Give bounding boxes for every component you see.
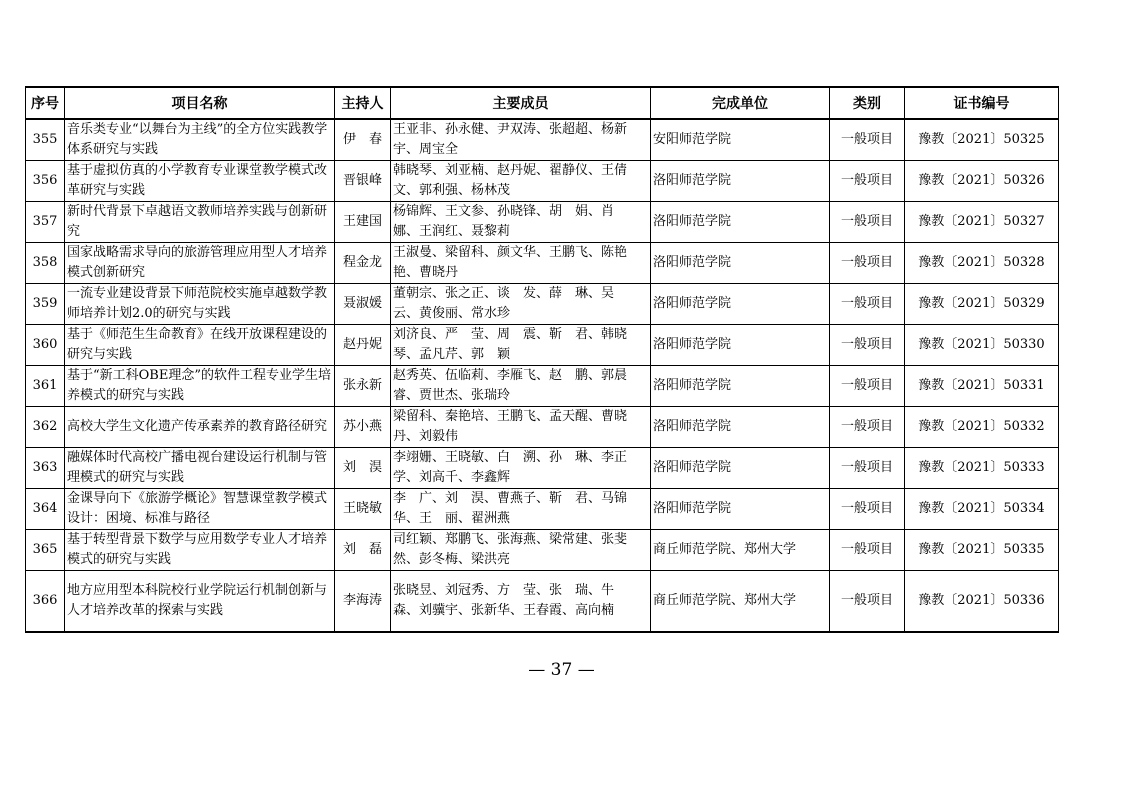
cell-host: 程金龙 bbox=[335, 243, 391, 284]
cell-members: 杨锦辉、王文参、孙晓锋、胡 娟、肖 娜、王润红、聂黎莉 bbox=[391, 202, 651, 243]
table-row bbox=[26, 119, 1059, 161]
table-row bbox=[26, 325, 1059, 366]
cell-category: 一般项目 bbox=[830, 407, 905, 448]
cell-seq: 364 bbox=[26, 489, 65, 530]
cell-category: 一般项目 bbox=[830, 448, 905, 489]
header-row bbox=[26, 87, 1059, 119]
cell-category: 一般项目 bbox=[830, 202, 905, 243]
cell-members: 梁留科、秦艳培、王鹏飞、孟天醒、曹晓丹、刘毅伟 bbox=[391, 407, 651, 448]
projects-table bbox=[25, 86, 1059, 633]
cell-host: 刘 淏 bbox=[335, 448, 391, 489]
cell-project-name: 基于虚拟仿真的小学教育专业课堂教学模式改革研究与实践 bbox=[65, 161, 335, 202]
cell-category: 一般项目 bbox=[830, 119, 905, 161]
cell-category: 一般项目 bbox=[830, 243, 905, 284]
cell-project-name: 基于“新工科OBE理念”的软件工程专业学生培养模式的研究与实践 bbox=[65, 366, 335, 407]
table-row bbox=[26, 530, 1059, 571]
cell-unit: 洛阳师范学院 bbox=[651, 284, 830, 325]
cell-unit: 洛阳师范学院 bbox=[651, 202, 830, 243]
cell-host: 晋银峰 bbox=[335, 161, 391, 202]
cell-certificate: 豫教〔2021〕50326 bbox=[905, 161, 1059, 202]
cell-unit: 安阳师范学院 bbox=[651, 119, 830, 161]
cell-host: 张永新 bbox=[335, 366, 391, 407]
table-row bbox=[26, 202, 1059, 243]
cell-project-name: 一流专业建设背景下师范院校实施卓越数学教师培养计划2.0的研究与实践 bbox=[65, 284, 335, 325]
cell-members: 司红颖、郑鹏飞、张海燕、梁常建、张斐然、彭冬梅、梁洪亮 bbox=[391, 530, 651, 571]
cell-seq: 356 bbox=[26, 161, 65, 202]
cell-host: 赵丹妮 bbox=[335, 325, 391, 366]
header-unit: 完成单位 bbox=[651, 87, 830, 119]
cell-certificate: 豫教〔2021〕50327 bbox=[905, 202, 1059, 243]
cell-project-name: 基于转型背景下数学与应用数学专业人才培养模式的研究与实践 bbox=[65, 530, 335, 571]
cell-project-name: 基于《师范生生命教育》在线开放课程建设的研究与实践 bbox=[65, 325, 335, 366]
cell-category: 一般项目 bbox=[830, 489, 905, 530]
cell-members: 王淑曼、梁留科、颜文华、王鹏飞、陈艳艳、曹晓丹 bbox=[391, 243, 651, 284]
cell-unit: 洛阳师范学院 bbox=[651, 243, 830, 284]
header-seq: 序号 bbox=[26, 87, 65, 119]
cell-unit: 商丘师范学院、郑州大学 bbox=[651, 571, 830, 633]
cell-certificate: 豫教〔2021〕50336 bbox=[905, 571, 1059, 633]
cell-host: 伊 春 bbox=[335, 119, 391, 161]
cell-certificate: 豫教〔2021〕50329 bbox=[905, 284, 1059, 325]
header-members: 主要成员 bbox=[391, 87, 651, 119]
table-row bbox=[26, 366, 1059, 407]
cell-host: 聂淑媛 bbox=[335, 284, 391, 325]
cell-certificate: 豫教〔2021〕50334 bbox=[905, 489, 1059, 530]
cell-project-name: 高校大学生文化遗产传承素养的教育路径研究 bbox=[65, 407, 335, 448]
cell-seq: 361 bbox=[26, 366, 65, 407]
header-certificate: 证书编号 bbox=[905, 87, 1059, 119]
cell-certificate: 豫教〔2021〕50330 bbox=[905, 325, 1059, 366]
cell-category: 一般项目 bbox=[830, 325, 905, 366]
cell-unit: 洛阳师范学院 bbox=[651, 366, 830, 407]
cell-members: 韩晓琴、刘亚楠、赵丹妮、翟静仪、王倩文、郭利强、杨林茂 bbox=[391, 161, 651, 202]
cell-seq: 358 bbox=[26, 243, 65, 284]
table-row bbox=[26, 243, 1059, 284]
page-number: — 37 — bbox=[528, 660, 595, 680]
header-project-name: 项目名称 bbox=[65, 87, 335, 119]
cell-seq: 366 bbox=[26, 571, 65, 633]
cell-unit: 洛阳师范学院 bbox=[651, 407, 830, 448]
cell-certificate: 豫教〔2021〕50333 bbox=[905, 448, 1059, 489]
cell-unit: 洛阳师范学院 bbox=[651, 161, 830, 202]
cell-project-name: 音乐类专业“以舞台为主线”的全方位实践教学体系研究与实践 bbox=[65, 119, 335, 161]
cell-members: 李翊姗、王晓敏、白 溯、孙 琳、李正学、刘高千、李鑫辉 bbox=[391, 448, 651, 489]
cell-host: 李海涛 bbox=[335, 571, 391, 633]
cell-project-name: 新时代背景下卓越语文教师培养实践与创新研究 bbox=[65, 202, 335, 243]
cell-seq: 365 bbox=[26, 530, 65, 571]
cell-seq: 357 bbox=[26, 202, 65, 243]
cell-members: 李 广、刘 淏、曹燕子、靳 君、马锦华、王 丽、翟洲燕 bbox=[391, 489, 651, 530]
cell-members: 董朝宗、张之正、谈 发、薛 琳、吴 云、黄俊丽、常水珍 bbox=[391, 284, 651, 325]
cell-seq: 359 bbox=[26, 284, 65, 325]
header-category: 类别 bbox=[830, 87, 905, 119]
cell-seq: 355 bbox=[26, 119, 65, 161]
cell-category: 一般项目 bbox=[830, 284, 905, 325]
cell-unit: 洛阳师范学院 bbox=[651, 489, 830, 530]
cell-seq: 362 bbox=[26, 407, 65, 448]
cell-certificate: 豫教〔2021〕50328 bbox=[905, 243, 1059, 284]
cell-category: 一般项目 bbox=[830, 161, 905, 202]
cell-members: 张晓昱、刘冠秀、方 莹、张 瑞、牛 森、刘骥宇、张新华、王春霞、高向楠 bbox=[391, 571, 651, 633]
table-row bbox=[26, 284, 1059, 325]
table-row bbox=[26, 161, 1059, 202]
cell-certificate: 豫教〔2021〕50332 bbox=[905, 407, 1059, 448]
cell-certificate: 豫教〔2021〕50331 bbox=[905, 366, 1059, 407]
table-row bbox=[26, 448, 1059, 489]
cell-certificate: 豫教〔2021〕50335 bbox=[905, 530, 1059, 571]
cell-category: 一般项目 bbox=[830, 571, 905, 633]
cell-members: 赵秀英、伍临莉、李雁飞、赵 鹏、郭晨睿、贾世杰、张瑞玲 bbox=[391, 366, 651, 407]
cell-seq: 363 bbox=[26, 448, 65, 489]
table-row bbox=[26, 407, 1059, 448]
cell-certificate: 豫教〔2021〕50325 bbox=[905, 119, 1059, 161]
cell-host: 苏小燕 bbox=[335, 407, 391, 448]
cell-host: 刘 磊 bbox=[335, 530, 391, 571]
table-row bbox=[26, 571, 1059, 633]
table-row bbox=[26, 489, 1059, 530]
cell-project-name: 国家战略需求导向的旅游管理应用型人才培养模式创新研究 bbox=[65, 243, 335, 284]
cell-category: 一般项目 bbox=[830, 366, 905, 407]
cell-seq: 360 bbox=[26, 325, 65, 366]
cell-category: 一般项目 bbox=[830, 530, 905, 571]
cell-members: 王亚非、孙永健、尹双涛、张超超、杨新宇、周宝全 bbox=[391, 119, 651, 161]
cell-unit: 商丘师范学院、郑州大学 bbox=[651, 530, 830, 571]
cell-project-name: 金课导向下《旅游学概论》智慧课堂教学模式设计：困境、标准与路径 bbox=[65, 489, 335, 530]
cell-members: 刘济良、严 莹、周 震、靳 君、韩晓琴、孟凡芹、郭 颖 bbox=[391, 325, 651, 366]
cell-project-name: 地方应用型本科院校行业学院运行机制创新与人才培养改革的探索与实践 bbox=[65, 571, 335, 633]
cell-project-name: 融媒体时代高校广播电视台建设运行机制与管理模式的研究与实践 bbox=[65, 448, 335, 489]
cell-unit: 洛阳师范学院 bbox=[651, 448, 830, 489]
cell-host: 王建国 bbox=[335, 202, 391, 243]
header-host: 主持人 bbox=[335, 87, 391, 119]
cell-unit: 洛阳师范学院 bbox=[651, 325, 830, 366]
cell-host: 王晓敏 bbox=[335, 489, 391, 530]
